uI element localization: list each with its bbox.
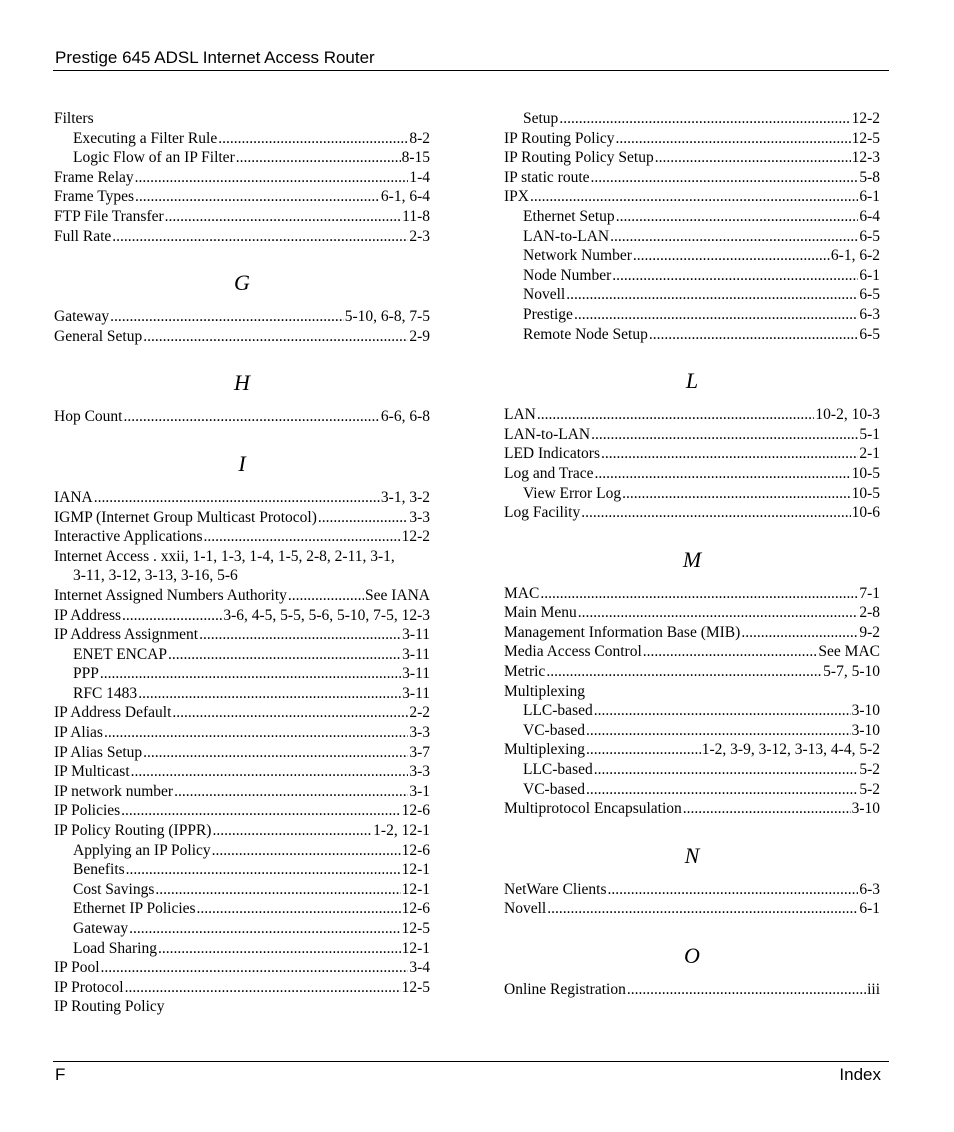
index-entry: IP Policy Routing (IPPR) ..... 1-2, 12-1	[54, 821, 430, 841]
index-entry: Main Menu ..... 2-8	[504, 603, 880, 623]
index-entry: Multiplexing ..... 1-2, 3-9, 3-12, 3-13, 4-4, 5-2	[504, 740, 880, 760]
index-entry-continuation: 3-11, 3-12, 3-13, 3-16, 5-6	[73, 567, 238, 585]
index-entry: Load Sharing ..... 12-1	[54, 939, 430, 959]
index-entry: LAN-to-LAN ..... 5-1	[504, 425, 880, 445]
index-entry: IGMP (Internet Group Multicast Protocol) ..... 3-3	[54, 508, 430, 528]
index-entry: VC-based ..... 5-2	[504, 780, 880, 800]
section-letter-g: G	[234, 270, 250, 296]
index-entry: IP Routing Policy Setup ..... 12-3	[504, 148, 880, 168]
footer-rule	[53, 1061, 889, 1062]
index-column-left	[54, 109, 430, 1017]
index-entry: Frame Types ..... 6-1, 6-4	[54, 187, 430, 207]
footer-section-label: Index	[839, 1065, 881, 1084]
index-entry: IP Pool ..... 3-4	[54, 958, 430, 978]
index-entry: Novell ..... 6-5	[504, 285, 880, 305]
index-entry: FTP File Transfer ..... 11-8	[54, 207, 430, 227]
index-entry: IP Address ..... 3-6, 4-5, 5-5, 5-6, 5-10, 7-5, 12-3	[54, 606, 430, 626]
index-entry: Online Registration ..... iii	[504, 980, 880, 1000]
index-entry: IP Policies ..... 12-6	[54, 801, 430, 821]
index-entry: Network Number ..... 6-1, 6-2	[504, 246, 880, 266]
index-entry: Remote Node Setup ..... 6-5	[504, 325, 880, 345]
index-entry: LLC-based ..... 5-2	[504, 760, 880, 780]
index-entry: Internet Access . xxii, 1-1, 1-3, 1-4, 1-5, 2-8, 2-11, 3-1,	[54, 547, 395, 565]
footer-page-label: F	[55, 1065, 66, 1084]
index-entry: Cost Savings ..... 12-1	[54, 880, 430, 900]
index-entry: Novell ..... 6-1	[504, 899, 880, 919]
index-entry: Log and Trace ..... 10-5	[504, 464, 880, 484]
index-entry: Hop Count ..... 6-6, 6-8	[54, 407, 430, 427]
index-entry: LLC-based ..... 3-10	[504, 701, 880, 721]
index-entry: Setup ..... 12-2	[504, 109, 880, 129]
section-letter-o: O	[684, 943, 700, 968]
index-entry: Media Access Control ..... See MAC	[504, 642, 880, 662]
index-entry: Frame Relay ..... 1-4	[54, 168, 430, 188]
section-letter-i: I	[238, 450, 246, 476]
index-entry: Node Number ..... 6-1	[504, 266, 880, 286]
index-entry: General Setup ..... 2-9	[54, 327, 430, 347]
index-entry: IP Routing Policy	[54, 998, 165, 1016]
page-header-title: Prestige 645 ADSL Internet Access Router	[55, 48, 375, 67]
index-entry: MAC ..... 7-1	[504, 584, 880, 604]
index-entry: Multiplexing	[504, 682, 585, 700]
index-entry: Interactive Applications ..... 12-2	[54, 527, 430, 547]
index-entry: IP Alias ..... 3-3	[54, 723, 430, 743]
index-entry: Gateway ..... 5-10, 6-8, 7-5	[54, 307, 430, 327]
index-entry: Prestige ..... 6-3	[504, 305, 880, 325]
index-entry: LED Indicators ..... 2-1	[504, 444, 880, 464]
index-entry: Executing a Filter Rule ..... 8-2	[54, 129, 430, 149]
index-entry: Multiprotocol Encapsulation ..... 3-10	[504, 799, 880, 819]
index-entry: Full Rate ..... 2-3	[54, 227, 430, 247]
section-letter-l: L	[685, 368, 699, 394]
index-entry: Management Information Base (MIB) ..... 9-2	[504, 623, 880, 643]
index-entry: Metric ..... 5-7, 5-10	[504, 662, 880, 682]
index-entry: Logic Flow of an IP Filter ..... 8-15	[54, 148, 430, 168]
index-entry: LAN-to-LAN ..... 6-5	[504, 227, 880, 247]
index-column-right	[504, 109, 880, 1000]
index-entry: ENET ENCAP ..... 3-11	[54, 645, 430, 665]
index-entry: Applying an IP Policy ..... 12-6	[54, 841, 430, 861]
section-letter-m: M	[682, 546, 702, 572]
index-entry: Ethernet IP Policies ..... 12-6	[54, 899, 430, 919]
index-entry: IP Protocol ..... 12-5	[54, 978, 430, 998]
index-entry: Log Facility ..... 10-6	[504, 503, 880, 523]
index-entry: LAN ..... 10-2, 10-3	[504, 405, 880, 425]
index-entry: IANA ..... 3-1, 3-2	[54, 488, 430, 508]
index-entry: IP Address Default ..... 2-2	[54, 703, 430, 723]
section-letter-h: H	[234, 370, 250, 396]
index-entry: NetWare Clients ..... 6-3	[504, 880, 880, 900]
index-entry: IP Address Assignment ..... 3-11	[54, 625, 430, 645]
index-entry: Filters	[54, 110, 94, 127]
index-entry: IP Routing Policy ..... 12-5	[504, 129, 880, 149]
header-rule	[53, 70, 889, 71]
index-entry: PPP ..... 3-11	[54, 664, 430, 684]
index-entry: Benefits ..... 12-1	[54, 860, 430, 880]
section-letter-n: N	[684, 842, 700, 868]
index-entry: IPX ..... 6-1	[504, 187, 880, 207]
index-entry: IP network number ..... 3-1	[54, 782, 430, 802]
index-entry: IP Alias Setup ..... 3-7	[54, 743, 430, 763]
index-entry: View Error Log ..... 10-5	[504, 484, 880, 504]
index-entry: IP static route ..... 5-8	[504, 168, 880, 188]
index-entry: Gateway ..... 12-5	[54, 919, 430, 939]
index-entry: RFC 1483 ..... 3-11	[54, 684, 430, 704]
index-entry: Ethernet Setup ..... 6-4	[504, 207, 880, 227]
index-entry: VC-based ..... 3-10	[504, 721, 880, 741]
index-entry: IP Multicast ..... 3-3	[54, 762, 430, 782]
index-entry: Internet Assigned Numbers Authority ..... See IANA	[54, 586, 430, 606]
